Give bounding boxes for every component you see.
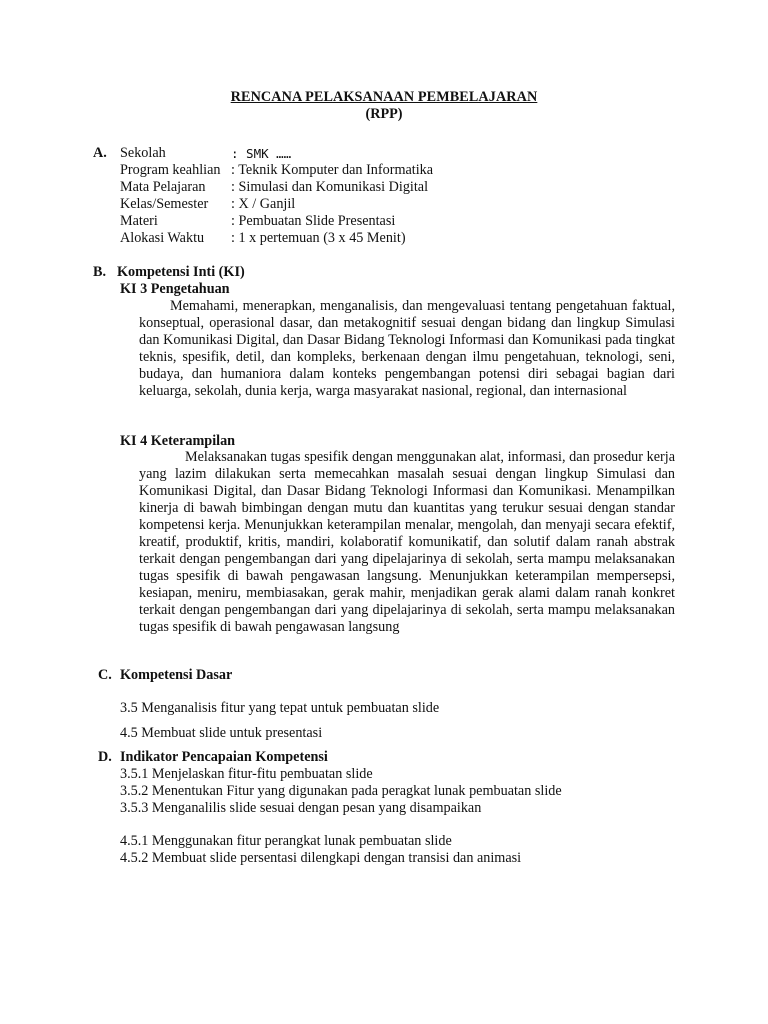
identity-value: : Teknik Komputer dan Informatika bbox=[231, 162, 434, 178]
kd-item: 4.5 Membuat slide untuk presentasi bbox=[120, 725, 323, 741]
section-b-letter: B. bbox=[93, 264, 107, 280]
ki4-paragraph: Melaksanakan tugas spesifik dengan menggunakan alat, informasi, dan prosedur kerja yang lazim dilakukan serta memecahkan masalah sesuai dengan lingkup Simulasi dan Komunikasi Digital, dan Dasar Bidang Teknologi Informasi dan Komunikasi. Menampilkan kinerja di bawah bimbingan dengan mutu dan kuantitas yang terukur sesuai dengan standar kompetensi kerja. Menunjukkan keterampilan menalar, mengolah, dan menyaji secara efektif, kreatif, produktif, kritis, mandiri, kolaboratif komunikatif, dan solutif dalam ranah abstrak terkait dengan pengembangan dari yang dipelajarinya di sekolah, serta mampu melaksanakan tugas spesifik di bawah pengawasan langsung. Menunjukkan keterampilan mempersepsi, kesiapan, meniru, membiasakan, gerak mahir, menjadikan gerak alami dalam ranah konkret terkait dengan pengembangan dari yang dipelajarinya di sekolah, serta mampu melaksanakan tugas spesifik di bawah pengawasan langsung bbox=[139, 449, 675, 635]
ki4-heading: KI 4 Keterampilan bbox=[120, 433, 236, 449]
ki3-heading: KI 3 Pengetahuan bbox=[120, 281, 230, 297]
indicator-item: 3.5.2 Menentukan Fitur yang digunakan pada peragkat lunak pembuatan slide bbox=[120, 783, 562, 799]
section-c-letter: C. bbox=[98, 667, 112, 683]
identity-label: Program keahlian bbox=[120, 162, 221, 178]
document-subtitle: (RPP) bbox=[365, 106, 403, 122]
section-c-heading: Kompetensi Dasar bbox=[120, 667, 233, 683]
section-d-letter: D. bbox=[98, 749, 112, 765]
section-b-heading: Kompetensi Inti (KI) bbox=[117, 264, 245, 280]
identity-label: Materi bbox=[120, 213, 158, 229]
identity-label: Kelas/Semester bbox=[120, 196, 209, 212]
identity-label: Alokasi Waktu bbox=[120, 230, 205, 246]
identity-value: : 1 x pertemuan (3 x 45 Menit) bbox=[231, 230, 406, 246]
identity-label: Mata Pelajaran bbox=[120, 179, 206, 195]
indicator-item: 4.5.2 Membuat slide persentasi dilengkapi dengan transisi dan animasi bbox=[120, 850, 522, 866]
ki3-paragraph: Memahami, menerapkan, menganalisis, dan mengevaluasi tentang pengetahuan faktual, konseptual, operasional dasar, dan metakognitif sesuai dengan bidang dan lingkup Simulasi dan Komunikasi Digital, dan Dasar Bidang Teknologi Informasi dan Komunikasi pada tingkat teknis, spesifik, detil, dan kompleks, berkenaan dengan ilmu pengetahuan, teknologi, seni, budaya, dan humaniora dalam konteks pengembangan potensi diri sebagai bagian dari keluarga, sekolah, dunia kerja, warga masyarakat nasional, regional, dan internasional bbox=[139, 298, 675, 399]
identity-value: : SMK …… bbox=[231, 146, 292, 161]
section-d-heading: Indikator Pencapaian Kompetensi bbox=[120, 749, 328, 765]
indicator-item: 3.5.1 Menjelaskan fitur-fitu pembuatan slide bbox=[120, 766, 373, 782]
indicator-item: 4.5.1 Menggunakan fitur perangkat lunak pembuatan slide bbox=[120, 833, 452, 849]
kd-item: 3.5 Menganalisis fitur yang tepat untuk pembuatan slide bbox=[120, 700, 440, 716]
identity-value: : Simulasi dan Komunikasi Digital bbox=[231, 179, 429, 195]
indicator-item: 3.5.3 Menganalilis slide sesuai dengan pesan yang disampaikan bbox=[120, 800, 482, 816]
identity-value: : X / Ganjil bbox=[231, 196, 296, 212]
document-title: RENCANA PELAKSANAAN PEMBELAJARAN bbox=[230, 89, 538, 105]
identity-label: Sekolah bbox=[120, 145, 166, 161]
section-a-letter: A. bbox=[93, 145, 107, 161]
identity-value: : Pembuatan Slide Presentasi bbox=[231, 213, 396, 229]
